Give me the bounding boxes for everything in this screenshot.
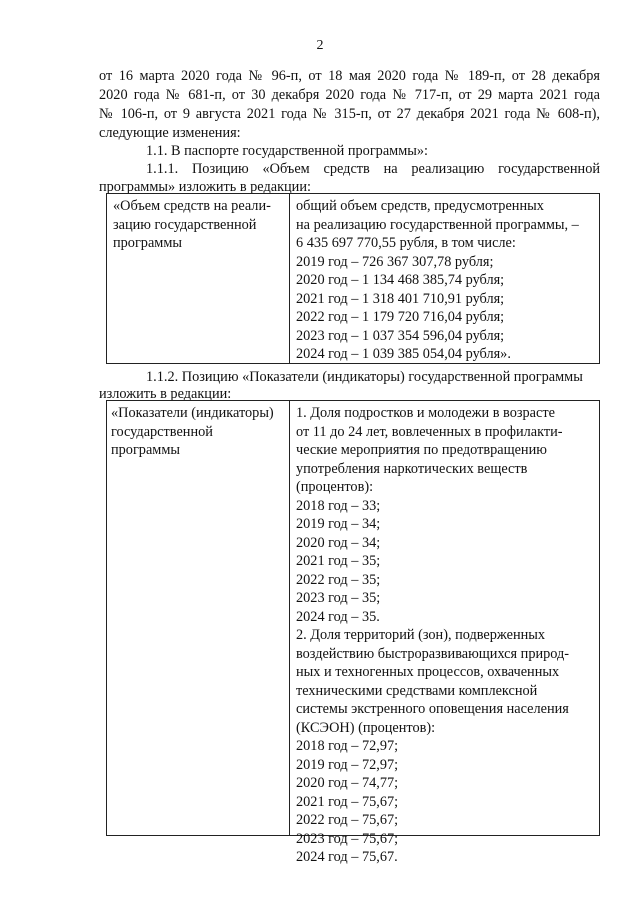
cell-line: общий объем средств, предусмотренных xyxy=(296,198,544,214)
cell-line: программы xyxy=(113,235,183,251)
cell-line: 6 435 697 770,55 рубля, в том числе: xyxy=(296,235,516,251)
cell-line: 2024 год – 35. xyxy=(296,608,380,625)
indicators-table-label-cell xyxy=(111,404,274,460)
cell-line: от 11 до 24 лет, вовлеченных в профилакти- xyxy=(296,423,563,440)
cell-line: программы xyxy=(111,442,181,458)
table-divider xyxy=(289,401,290,835)
cell-line: 2021 год – 75,67; xyxy=(296,793,399,810)
cell-line: 2023 год – 75,67; xyxy=(296,830,399,847)
funding-table-value-cell xyxy=(296,197,579,364)
page-number: 2 xyxy=(316,38,324,53)
cell-line: 2024 год – 75,67. xyxy=(296,849,398,865)
cell-line: 2022 год – 35; xyxy=(296,571,381,588)
intro-line: 2020 года № 681-п, от 30 декабря 2020 года № 717-п, от 29 марта 2021 года xyxy=(99,87,600,103)
cell-line: 2. Доля территорий (зон), подверженных xyxy=(296,627,546,643)
cell-line: 2020 год – 34; xyxy=(296,534,381,551)
cell-line: (КСЭОН) (процентов): xyxy=(296,719,436,736)
intro-line: № 106-п, от 9 августа 2021 года № 315-п, от 27 декабря 2021 года № 608-п), xyxy=(99,106,600,122)
cell-line: 2018 год – 72,97; xyxy=(296,738,399,754)
funding-table xyxy=(106,193,600,364)
cell-line: 2018 год – 33; xyxy=(296,497,381,514)
cell-line: 2021 год – 35; xyxy=(296,553,381,569)
cell-line: (процентов): xyxy=(296,479,374,495)
cell-line: зацию государственной xyxy=(113,216,257,233)
cell-line: 1. Доля подростков и молодежи в возрасте xyxy=(296,405,555,421)
cell-line: воздействию быстроразвивающихся природ- xyxy=(296,645,570,662)
cell-line: 2023 год – 35; xyxy=(296,590,381,606)
cell-line: «Показатели (индикаторы) xyxy=(111,405,274,421)
cell-line: на реализацию государственной программы, – xyxy=(296,216,579,233)
cell-line: ческие мероприятия по предотвращению xyxy=(296,442,547,458)
cell-line: 2020 год – 1 134 468 385,74 рубля; xyxy=(296,272,505,288)
cell-line: 2024 год – 1 039 385 054,04 рубля». xyxy=(296,346,511,362)
indicators-table-value-cell xyxy=(296,404,569,867)
item-1-1-1-line2: программы» изложить в редакции: xyxy=(99,179,311,195)
table-divider xyxy=(289,194,290,363)
cell-line: употребления наркотических веществ xyxy=(296,460,528,477)
cell-line: государственной xyxy=(111,423,213,440)
cell-line: 2022 год – 1 179 720 716,04 рубля; xyxy=(296,309,505,325)
cell-line: 2023 год – 1 037 354 596,04 рубля; xyxy=(296,327,505,344)
item-1-1: 1.1. В паспорте государственной программы»: xyxy=(146,143,428,159)
cell-line: 2019 год – 34; xyxy=(296,516,381,532)
item-1-1-1-line1: 1.1.1. Позицию «Объем средств на реализацию государственной xyxy=(146,161,600,177)
funding-table-label-cell xyxy=(113,197,271,253)
intro-line: следующие изменения: xyxy=(99,125,241,141)
cell-line: 2020 год – 74,77; xyxy=(296,775,399,791)
cell-line: 2019 год – 72,97; xyxy=(296,756,399,773)
cell-line: системы экстренного оповещения населения xyxy=(296,701,569,717)
cell-line: 2021 год – 1 318 401 710,91 рубля; xyxy=(296,290,505,307)
cell-line: «Объем средств на реали- xyxy=(113,198,271,214)
intro-line: от 16 марта 2020 года № 96-п, от 18 мая 2020 года № 189-п, от 28 декабря xyxy=(99,68,600,84)
item-1-1-2-line2: изложить в редакции: xyxy=(99,386,232,402)
cell-line: 2019 год – 726 367 307,78 рубля; xyxy=(296,253,494,270)
indicators-table xyxy=(106,400,600,865)
cell-line: 2022 год – 75,67; xyxy=(296,812,399,828)
item-1-1-2-line1: 1.1.2. Позицию «Показатели (индикаторы) государственной программы xyxy=(146,369,583,385)
cell-line: техническими средствами комплексной xyxy=(296,682,538,699)
cell-line: ных и техногенных процессов, охваченных xyxy=(296,664,560,680)
